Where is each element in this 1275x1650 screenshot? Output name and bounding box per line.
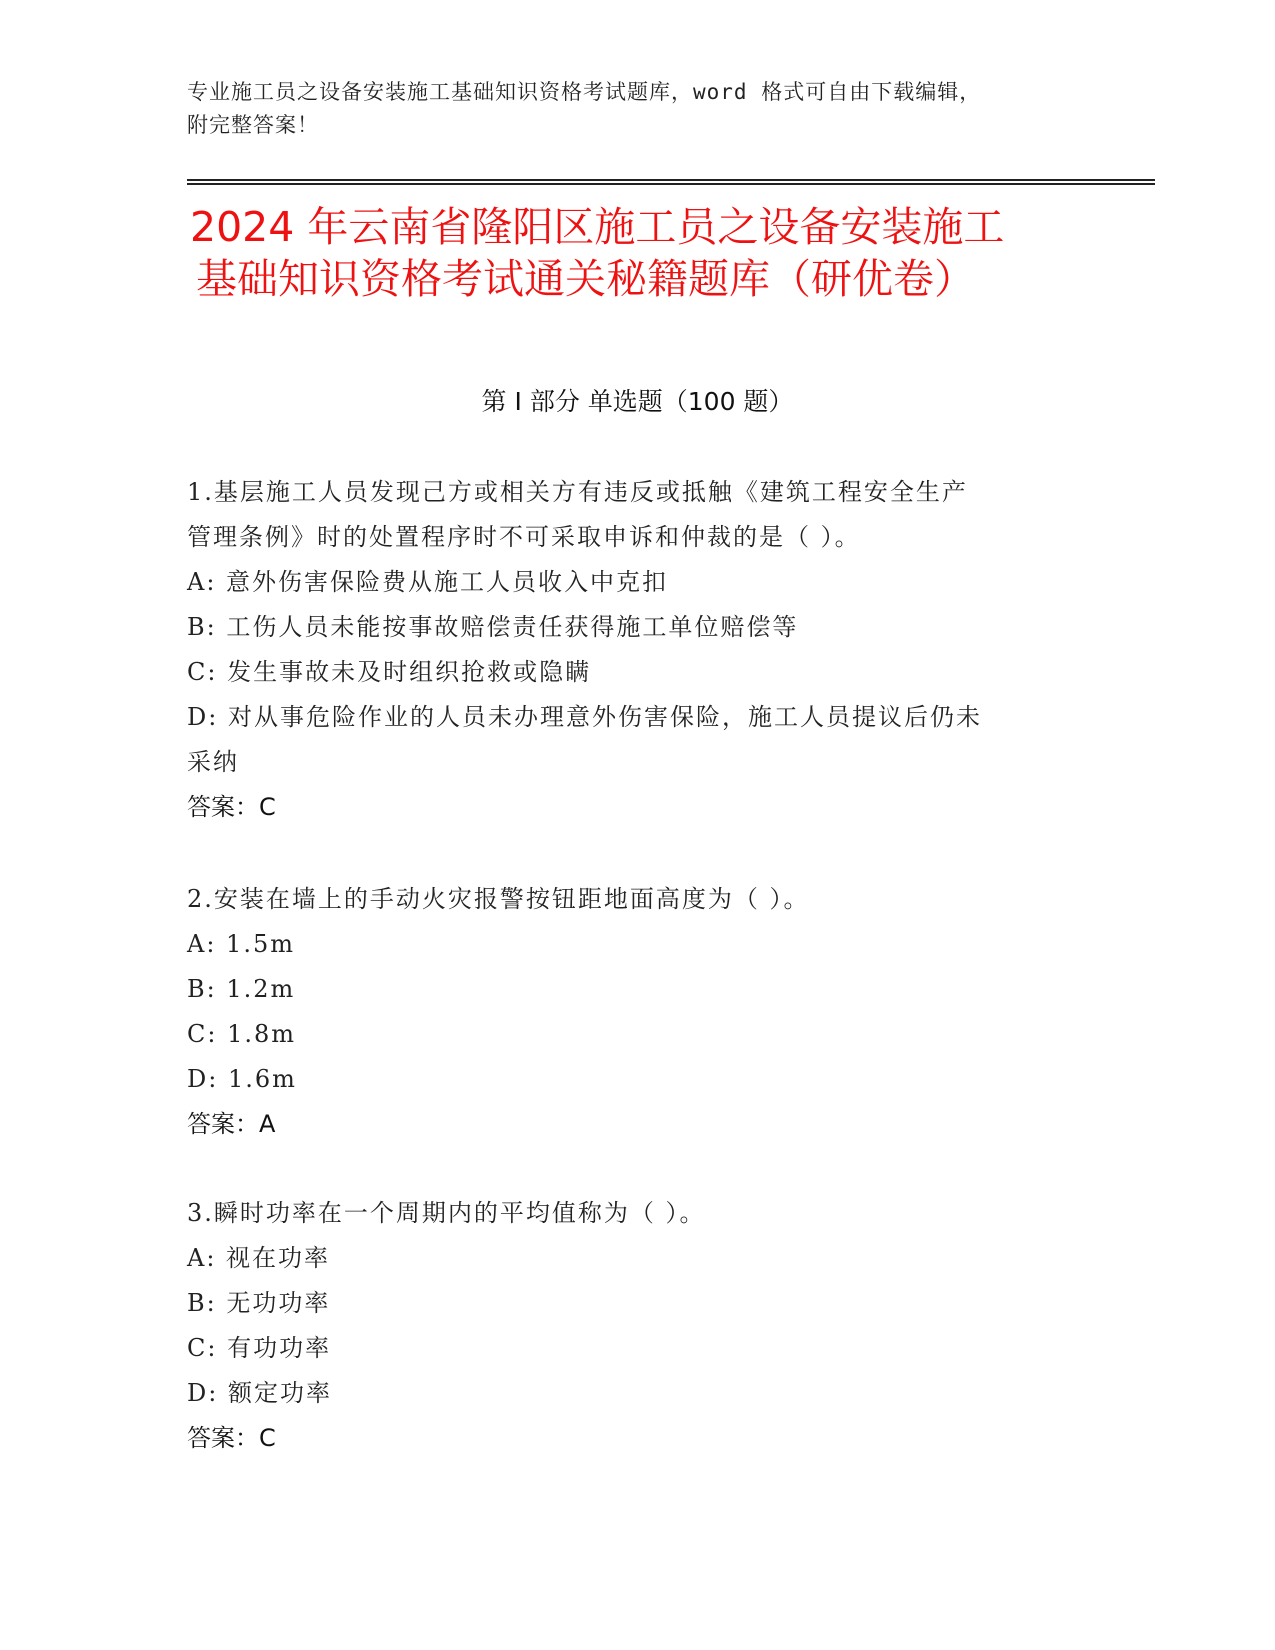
question-stem-line: 管理条例》时的处置程序时不可采取申诉和仲裁的是（ ）。 [187,523,861,551]
question-3 [187,1191,1087,1461]
question-stem-line: 3.瞬时功率在一个周期内的平均值称为（ ）。 [187,1199,706,1227]
answer: 答案：A [187,1110,276,1138]
option-b: B: 1.2m [187,975,296,1003]
option-c: C: 1.8m [187,1020,297,1048]
option-a: A: 意外伤害保险费从施工人员收入中克扣 [187,568,669,596]
document-title-line2: 基础知识资格考试通关秘籍题库（研优卷） [196,255,975,303]
header-note-line1: 专业施工员之设备安装施工基础知识资格考试题库，word 格式可自由下载编辑， [187,80,982,104]
answer: 答案：C [187,793,276,821]
header-note [187,76,1087,142]
option-c: C: 发生事故未及时组织抢救或隐瞒 [187,658,592,686]
option-a: A: 视在功率 [187,1244,331,1272]
header-divider-bottom [187,183,1155,185]
option-d: D: 对从事危险作业的人员未办理意外伤害保险，施工人员提议后仍未 [187,703,982,731]
section-heading: 第 I 部分 单选题（100 题） [481,387,794,416]
header-divider-top [187,179,1155,181]
document-title [190,201,1110,305]
document-title-line1: 2024 年云南省隆阳区施工员之设备安装施工 [190,203,1005,251]
option-d: D: 额定功率 [187,1379,332,1407]
answer: 答案：C [187,1424,276,1452]
question-stem-line: 2.安装在墙上的手动火灾报警按钮距地面高度为（ ）。 [187,885,810,913]
option-c: C: 有功功率 [187,1334,332,1362]
header-note-line2: 附完整答案！ [187,113,319,137]
option-b: B: 无功功率 [187,1289,331,1317]
option-a: A: 1.5m [187,930,295,958]
question-stem-line: 1.基层施工人员发现己方或相关方有违反或抵触《建筑工程安全生产 [187,478,968,506]
question-2 [187,877,1087,1147]
option-d: D: 1.6m [187,1065,297,1093]
option-b: B: 工伤人员未能按事故赔偿责任获得施工单位赔偿等 [187,613,799,641]
question-1 [187,470,1087,830]
option-d-continuation: 采纳 [187,748,239,776]
